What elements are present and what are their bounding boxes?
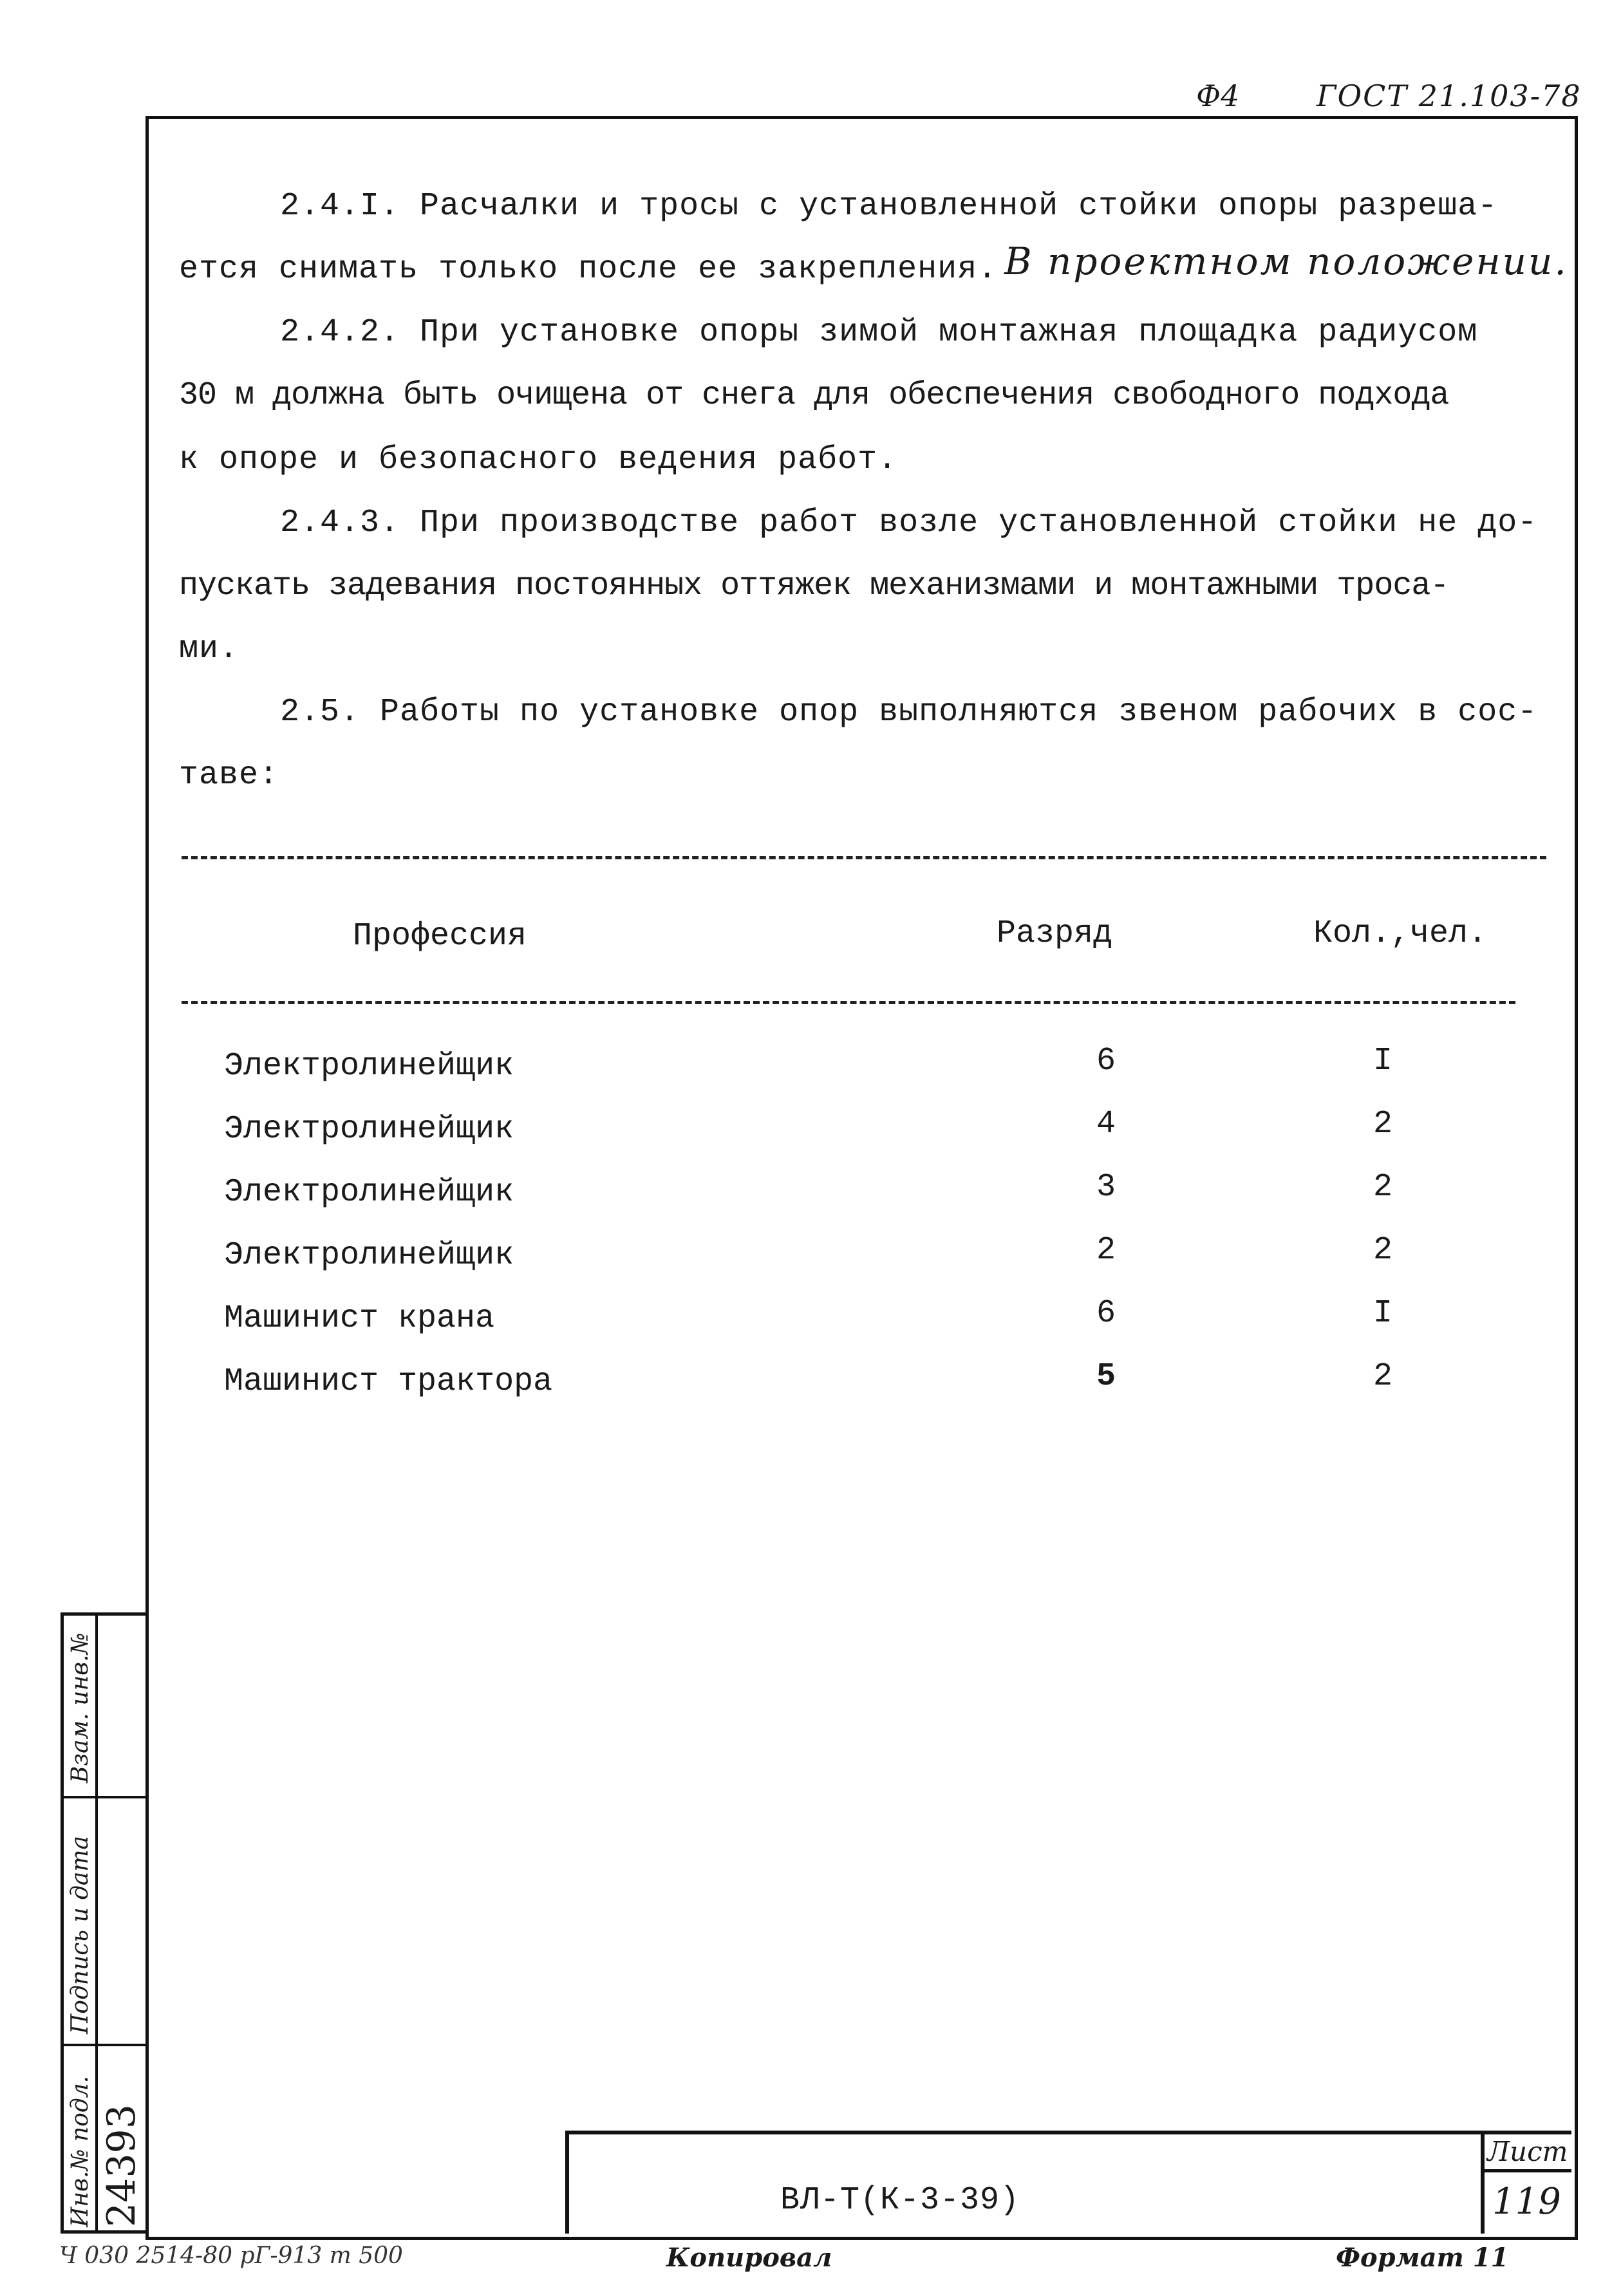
para-2-4-1-line1: 2.4.I. Расчалки и тросы с установленной стойки опоры разреша- [280, 188, 1498, 225]
para-2-4-3-line3: ми. [179, 631, 239, 667]
stamp-designation: ВЛ-Т(К-3-39) [780, 2182, 1020, 2219]
form-code: Ф4 [1196, 79, 1240, 113]
table-cell-profession: Электролинейщик [224, 1048, 514, 1085]
table-cell-profession: Машинист трактора [224, 1363, 553, 1400]
table-cell-grade: 5 [1096, 1358, 1116, 1395]
gost-code: ГОСТ 21.103-78 [1317, 79, 1582, 113]
side-inv-label: Инв.№ подл. [67, 2075, 93, 2227]
table-top-rule [182, 856, 1546, 859]
para-2-4-3-line2: пускать задевания постоянных оттяжек механизмами и монтажными троса- [179, 568, 1449, 604]
side-replace-label: Взам. инв.№ [67, 1632, 93, 1783]
handwritten-note: В проектном положении. [1004, 239, 1568, 283]
stamp-block [565, 2131, 1571, 2234]
table-header-rule [182, 1001, 1515, 1004]
table-cell-grade: 6 [1096, 1295, 1116, 1332]
para-2-4-2-line1: 2.4.2. При установке опоры зимой монтажная площадка радиусом [280, 314, 1478, 351]
table-cell-profession: Электролинейщик [224, 1111, 514, 1148]
footer-print-info: Ч 030 2514-80 рГ-913 т 500 [59, 2243, 403, 2269]
table-cell-grade: 6 [1096, 1043, 1116, 1079]
table-cell-count: 2 [1373, 1358, 1393, 1395]
col-header-profession: Профессия [353, 918, 527, 955]
para-2-4-1-line2: ется снимать только после ее закрепления. [179, 251, 998, 288]
para-2-4-2-line2: 30 м должна быть очищена от снега для обеспечения свободного подхода [179, 377, 1449, 414]
table-cell-count: 2 [1373, 1169, 1393, 1206]
table-cell-count: 2 [1373, 1232, 1393, 1269]
side-inv-number: 24393 [99, 2104, 144, 2227]
para-2-5-line2: таве: [179, 757, 279, 794]
stamp-sheet-divider [1481, 2131, 1485, 2234]
footer-copied: Копировал [666, 2243, 832, 2273]
footer-format: Формат 11 [1336, 2243, 1509, 2273]
side-margin-rule-2 [61, 2044, 145, 2046]
stamp-sheet-label: Лист [1487, 2136, 1568, 2167]
para-2-5-line1: 2.5. Работы по установке опор выполняются звеном рабочих в сос- [280, 694, 1538, 731]
side-sign-label: Подпись и дата [67, 1836, 93, 2034]
side-margin-inner-rule [95, 1612, 98, 2234]
table-cell-profession: Машинист крана [224, 1300, 495, 1337]
col-header-count: Кол.,чел. [1313, 915, 1488, 952]
table-cell-count: 2 [1373, 1106, 1393, 1143]
table-cell-count: I [1373, 1043, 1393, 1079]
table-cell-grade: 3 [1096, 1169, 1116, 1206]
table-cell-count: I [1373, 1295, 1393, 1332]
table-cell-grade: 2 [1096, 1232, 1116, 1269]
table-cell-grade: 4 [1096, 1106, 1116, 1143]
col-header-grade: Разряд [997, 915, 1113, 952]
stamp-sheet-hrule [1481, 2169, 1571, 2172]
table-cell-profession: Электролинейщик [224, 1237, 514, 1274]
table-cell-profession: Электролинейщик [224, 1174, 514, 1211]
para-2-4-2-line3: к опоре и безопасного ведения работ. [179, 442, 898, 478]
side-margin-rule-1 [61, 1796, 145, 1798]
para-2-4-3-line1: 2.4.3. При производстве работ возле установленной стойки не до- [280, 505, 1538, 541]
stamp-sheet-number: 119 [1492, 2181, 1561, 2223]
